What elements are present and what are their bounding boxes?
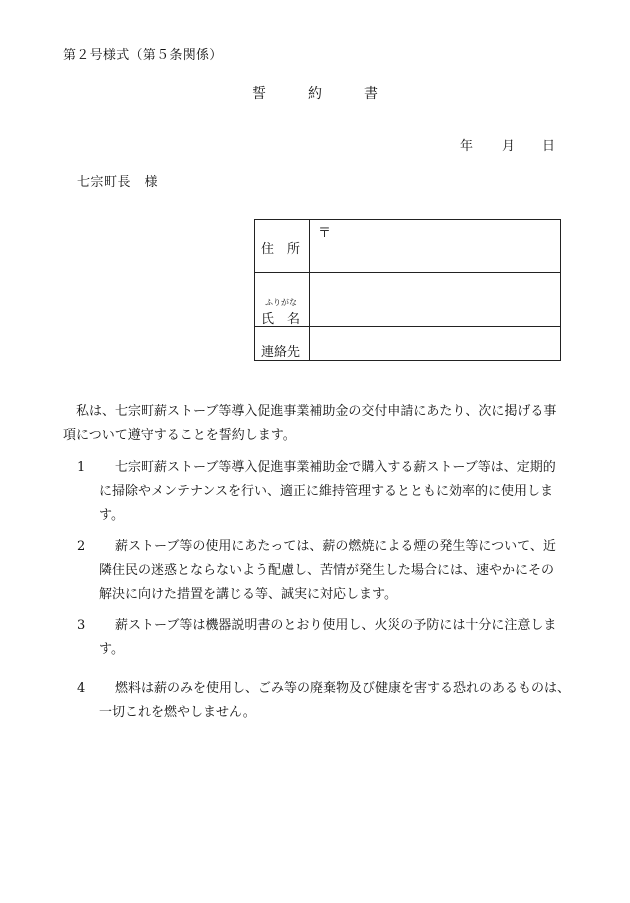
intro-line: 項について遵守することを誓約します。 [63,428,296,443]
item-line: 解決に向けた措置を講じる等、誠実に対応します。 [99,587,397,602]
pledge-item-1 [63,456,583,528]
address-field[interactable] [310,220,561,273]
item-line: 隣住民の迷惑とならないよう配慮し、苦情が発生した場合には、速やかにその [99,563,555,578]
item-line: す。 [99,642,124,657]
applicant-info-table [254,219,561,361]
item-line: 燃料は薪のみを使用し、ごみ等の廃棄物及び健康を害する恐れのあるものは、 [115,681,571,696]
address-label-cell [255,220,310,273]
pledge-item-3 [63,614,583,662]
date-day-label: 日 [542,139,556,154]
item-line: 薪ストーブ等の使用にあたっては、薪の燃焼による煙の発生等について、近 [115,539,556,554]
item-number: 3 [77,618,86,633]
address-label: 住 所 [261,242,301,257]
item-number: 4 [77,681,86,696]
item-line: 七宗町薪ストーブ等導入促進事業補助金で購入する薪ストーブ等は、定期的 [115,460,556,475]
postal-mark: 〒 [318,226,332,241]
name-label: 氏 名 [261,312,301,327]
name-field[interactable] [310,273,561,327]
item-line: 一切これを燃やしません。 [99,705,256,720]
date-year-label: 年 [460,139,474,154]
contact-field[interactable] [310,327,561,361]
pledge-item-2 [63,535,583,607]
item-line: 薪ストーブ等は機器説明書のとおり使用し、火災の予防には十分に注意しま [115,618,557,633]
date-month-label: 月 [502,139,516,154]
form-number: 第２号様式（第５条関係） [63,48,223,63]
item-line: す。 [99,508,124,523]
item-line: に掃除やメンテナンスを行い、適正に維持管理するとともに効率的に使用しま [99,484,553,499]
item-number: 1 [77,460,86,475]
document-title: 誓 約 書 [252,86,392,102]
pledge-item-4 [63,677,583,725]
addressee: 七宗町長 様 [77,175,159,190]
intro-line: 私は、七宗町薪ストーブ等導入促進事業補助金の交付申請にあたり、次に掲げる事 [63,404,557,419]
contact-row [255,327,561,361]
contact-label-cell [255,327,310,361]
item-number: 2 [77,539,86,554]
address-row [255,220,561,273]
pledge-intro [63,400,583,448]
name-label-cell [255,273,310,327]
name-row [255,273,561,327]
furigana-label: ふりがな [265,298,297,307]
contact-label: 連絡先 [261,345,301,360]
